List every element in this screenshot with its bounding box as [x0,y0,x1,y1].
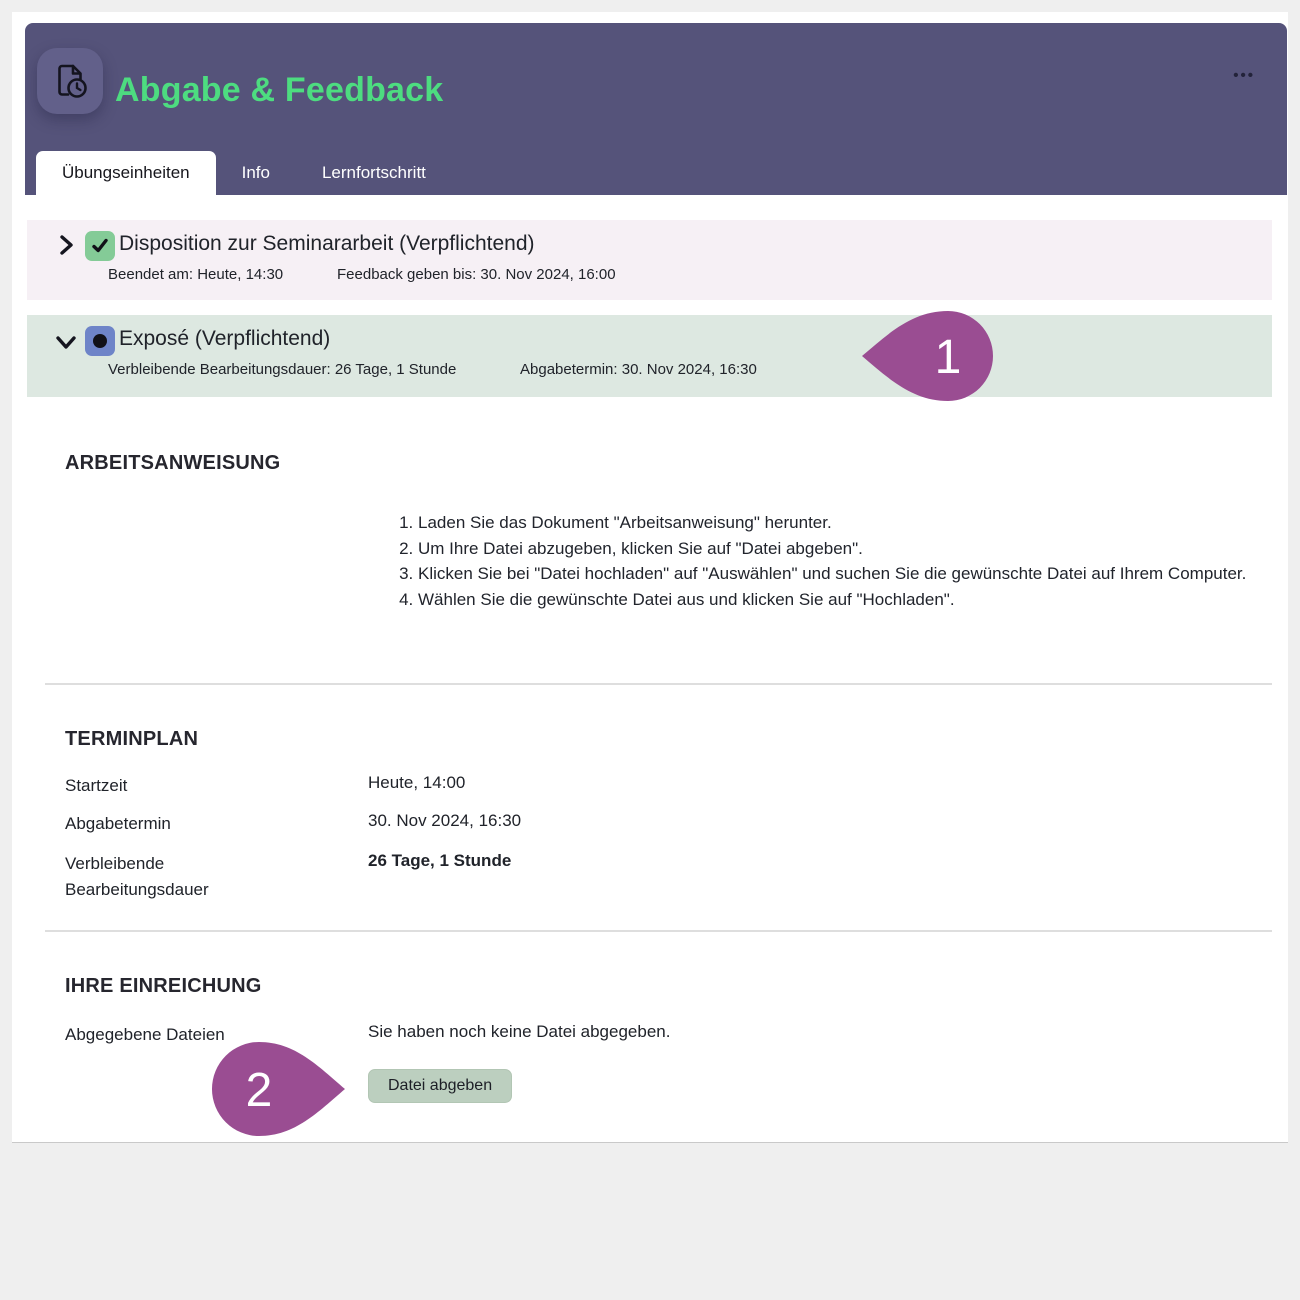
tab-info[interactable]: Info [241,163,270,182]
unit-title[interactable]: Disposition zur Seminararbeit (Verpflichtend) [119,232,535,255]
schedule-value-start: Heute, 14:00 [368,773,466,792]
schedule-value-deadline: 30. Nov 2024, 16:30 [368,811,522,830]
app-header [25,23,1287,195]
document-clock-icon [48,59,92,103]
schedule-label-start: Startzeit [65,776,128,795]
submitted-files-value: Sie haben noch keine Datei abgegeben. [368,1022,671,1041]
app-icon-tile [37,48,103,114]
annotation-marker-1 [862,310,994,402]
annotation-marker-1-number: 1 [934,331,962,384]
section-divider [45,930,1272,932]
annotation-marker-2 [210,1041,345,1137]
instructions-list [396,510,1252,612]
schedule-value-remaining: 26 Tage, 1 Stunde [368,851,512,870]
main-panel [12,12,1288,1143]
dot-icon [93,334,107,348]
instruction-step: 3. Klicken Sie bei "Datei hochladen" auf "Auswählen" und suchen Sie die gewünschte Datei auf Ihrem Computer. [418,561,1252,587]
unit-title[interactable]: Exposé (Verpflichtend) [119,327,331,350]
tab-bar [36,151,452,195]
status-in-progress-badge [85,326,115,356]
unit-row-expose[interactable] [27,315,1272,397]
page-title: Abgabe & Feedback [115,71,444,109]
instructions-heading: ARBEITSANWEISUNG [65,452,281,474]
submit-file-button[interactable]: Datei abgeben [368,1069,512,1103]
unit-meta-feedback-due: Feedback geben bis: 30. Nov 2024, 16:00 [337,266,616,283]
instruction-step: 1. Laden Sie das Dokument "Arbeitsanweisung" herunter. [418,510,1252,536]
unit-meta-remaining-time: Verbleibende Bearbeitungsdauer: 26 Tage, 1 Stunde [108,361,457,378]
unit-row-disposition[interactable] [27,220,1272,300]
schedule-label-deadline: Abgabetermin [65,814,171,833]
chevron-down-icon[interactable] [55,331,77,353]
section-divider [45,683,1272,685]
unit-meta-deadline: Abgabetermin: 30. Nov 2024, 16:30 [520,361,757,378]
annotation-marker-2-number: 2 [245,1064,273,1117]
schedule-label-remaining: Verbleibende Bearbeitungsdauer [65,854,209,899]
submission-heading: IHRE EINREICHUNG [65,975,262,997]
schedule-heading: TERMINPLAN [65,728,199,750]
unit-meta-ended: Beendet am: Heute, 14:30 [108,266,284,283]
submitted-files-label: Abgegebene Dateien [65,1025,225,1044]
status-completed-badge [85,231,115,261]
chevron-right-icon[interactable] [55,234,77,256]
tab-lernfortschritt[interactable]: Lernfortschritt [321,163,426,182]
instruction-step: 4. Wählen Sie die gewünschte Datei aus und klicken Sie auf "Hochladen". [418,587,1252,613]
tab-uebungseinheiten[interactable]: Übungseinheiten [36,151,216,195]
more-options-button[interactable]: ••• [1233,67,1255,84]
checkmark-icon [90,236,110,256]
instruction-step: 2. Um Ihre Datei abzugeben, klicken Sie auf "Datei abgeben". [418,536,1252,562]
